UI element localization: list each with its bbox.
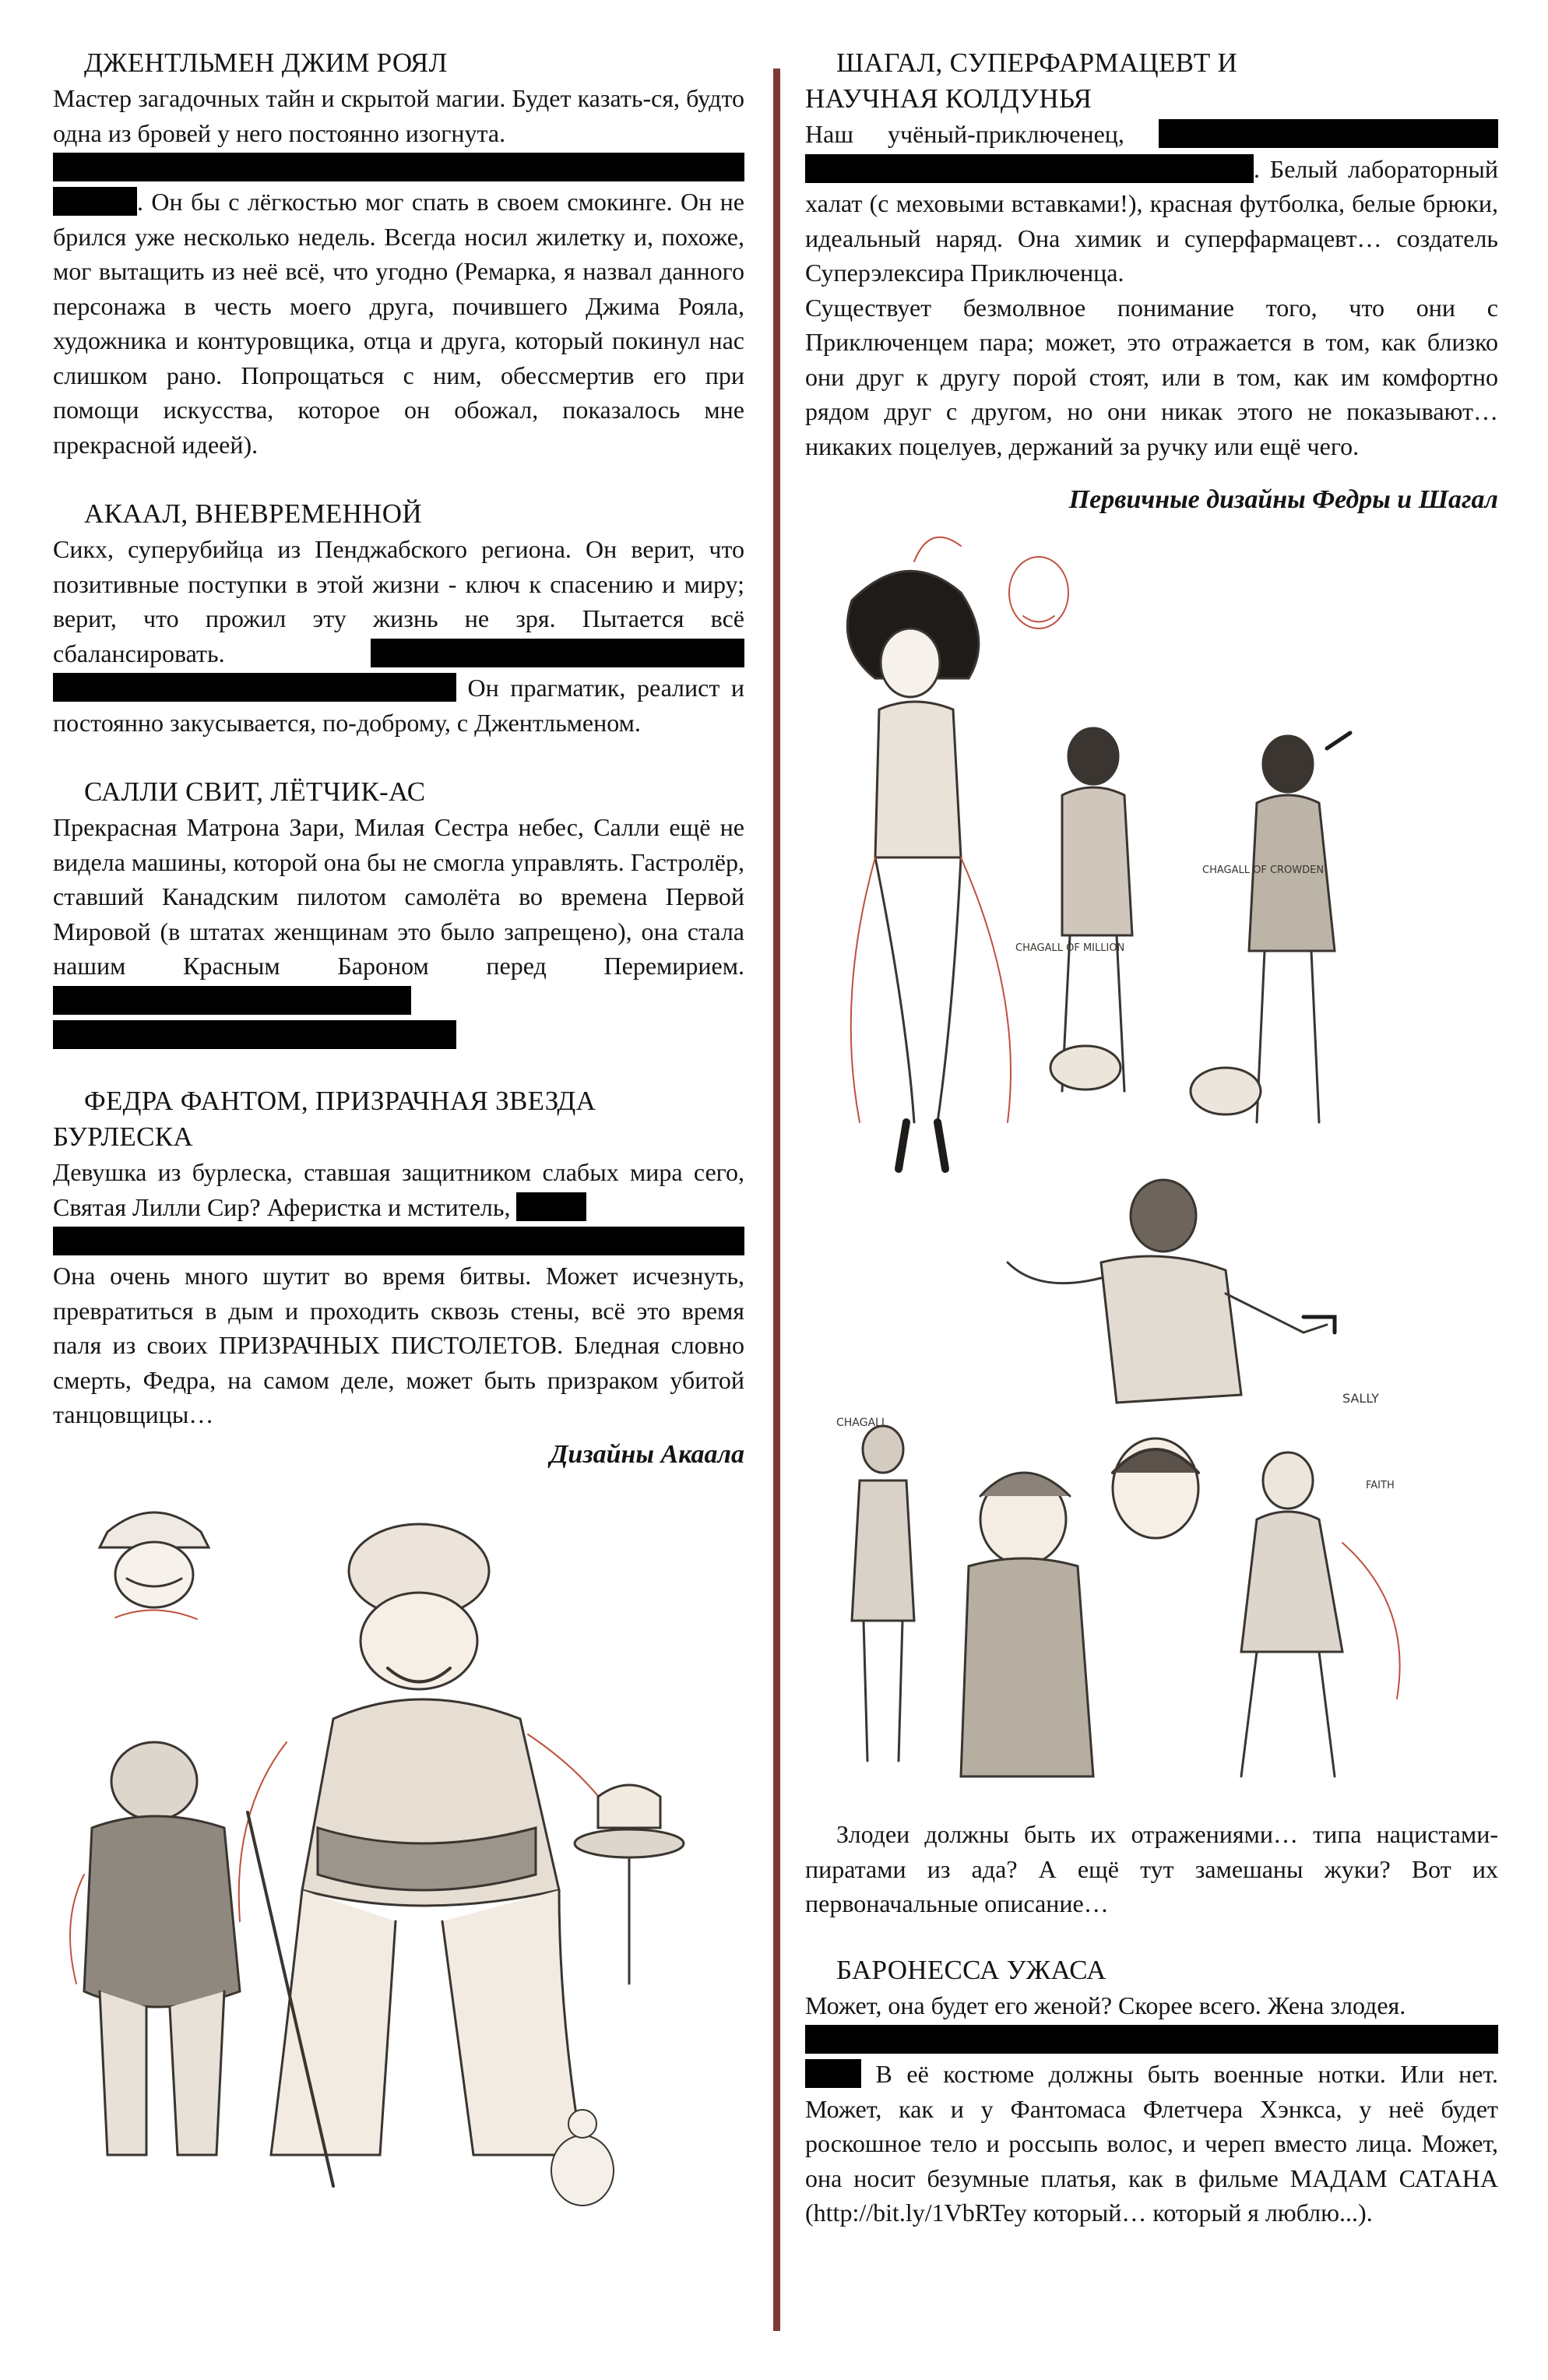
face-study <box>1009 557 1068 628</box>
section-body <box>53 1155 744 1432</box>
section-heading-cont: БУРЛЕСКА <box>53 1121 193 1152</box>
sketch-label: CHAGALL OF CROWDEN <box>1202 864 1325 876</box>
paragraph-text: Прекрасная Матрона Зари, Милая Сестра небес, Салли ещё не видела машины, которой она бы не смогла управлять. Гастролёр, ставший Канадским пилотом самолёта во времена Первой Мировой (в штатах женщинам это было запрещено), она стала нашим Красным Бароном перед Перемирием. <box>53 813 744 980</box>
section-heading: АКААЛ, ВНЕВРЕМЕННОЙ <box>84 498 422 529</box>
sketch-figures <box>53 1485 744 2233</box>
redaction-bar <box>805 2059 861 2088</box>
paragraph-text: Девушка из бурлеска, ставшая защитником слабых мира сего, Святая Лилли Сир? Аферистка и мститель, <box>53 1158 744 1221</box>
redaction-bar <box>805 2025 1498 2054</box>
burlesque-figure <box>847 537 1011 1169</box>
villains-intro <box>805 1817 1498 1921</box>
paragraph-text: В её костюме должны быть военные нотки. Или нет. Может, как и у Фантомаса Флетчера Хэнкса, у неё будет роскошное тело и россыпь волос, и череп вместо лица. Может, она носит безумные платья, как в фильме МАДАМ САТАНА (http://bit.ly/1VbRTey который… который я люблю...). <box>805 2060 1499 2227</box>
paragraph-text: Она очень много шутит во время битвы. Может исчезнуть, превратиться в дым и проходить сквозь стены, всё это время паля из своих ПРИЗРАЧНЫХ ПИСТОЛЕТОВ. Бледная словно смерть, Федра, на самом деле, может быть призраком убитой танцовщицы… <box>53 1262 744 1428</box>
paragraph-text: Наш учёный-приключенец, <box>805 120 1124 148</box>
section-body <box>53 810 744 1049</box>
paragraph-text: Может, она будет его женой? Скорее всего. Жена злодея. <box>805 1991 1406 2019</box>
section-heading-cont: НАУЧНАЯ КОЛДУНЬЯ <box>805 83 1092 114</box>
sketch-label: FAITH <box>1366 1480 1395 1491</box>
paragraph-text: Злодеи должны быть их отражениями… типа нацистами-пиратами из ада? А ещё тут замешаны жуки? Вот их первоначальные описание… <box>805 1820 1498 1917</box>
sally-pilot-figure <box>1008 1180 1379 1406</box>
section-baroness <box>805 1952 1498 2230</box>
redaction-bar <box>53 153 744 181</box>
paragraph-text: Существует безмолвное понимание того, что они с Приключенцем пара; может, это отражается в том, как близко они друг к другу порой стоят, или в том, как им комфортно рядом друг с другом, но они никак этого не показывают… никаких поцелуев, держаний за ручку или ещё чего. <box>805 293 1498 460</box>
section-heading: БАРОНЕССА УЖАСА <box>836 1954 1106 1985</box>
section-phaedra-phantom <box>53 1083 744 1432</box>
paragraph-text: Мастер загадочных тайн и скрытой магии. Будет казать-ся, будто одна из бровей у него постоянно изогнута. <box>53 84 744 147</box>
section-akaal <box>53 496 744 740</box>
redaction-bar <box>371 639 744 667</box>
head-study <box>100 1512 209 1619</box>
redaction-bar <box>516 1192 586 1221</box>
section-gentleman-jim <box>53 45 744 462</box>
redaction-bar <box>805 154 1254 183</box>
chagall-figure-2 <box>1191 733 1350 1122</box>
sketch-label: SALLY <box>1342 1391 1379 1406</box>
section-sally-sweet <box>53 774 744 1049</box>
section-heading: ДЖЕНТЛЬМЕН ДЖИМ РОЯЛ <box>84 48 448 78</box>
redaction-bar <box>53 1227 744 1255</box>
paragraph-text: . Он бы с лёгкостью мог спать в своем смокинге. Он не брился уже несколько недель. Всегда носил жилетку и, похоже, мог вытащить из неё всё, что угодно (Ремарка, я назвал данного персонажа в честь моего друга, почившего Джима Рояла, художника и контуровщика, отца и друга, который покинул нас слишком рано. Попрощаться с ним, обессмертив его при помощи искусства, которое он обожал, показалось мне прекрасной идеей). <box>53 188 744 459</box>
redaction-bar <box>53 986 411 1015</box>
section-body <box>53 532 744 740</box>
section-heading: ФЕДРА ФАНТОМ, ПРИЗРАЧНАЯ ЗВЕЗДА <box>84 1086 596 1116</box>
left-column <box>53 45 744 2233</box>
redaction-bar <box>53 673 456 702</box>
right-column <box>805 45 1498 2265</box>
sketch-label: CHAGALL OF MILLION <box>1015 942 1125 954</box>
figure-caption: Дизайны Акаала <box>550 1439 744 1469</box>
phaedra-chagall-sketches <box>805 530 1498 1808</box>
sketch-figures <box>805 530 1498 1808</box>
section-heading: ШАГАЛ, СУПЕРФАРМАЦЕВТ И <box>836 48 1238 78</box>
section-heading: САЛЛИ СВИТ, ЛЁТЧИК-АС <box>84 776 426 807</box>
paragraph-text: . Белый лабораторный халат (с меховыми вставками!), красная футболка, белые брюки, идеальный наряд. Она химик и суперфармацевт… создатель Суперэлексира Приключенца. <box>805 154 1498 287</box>
redaction-bar <box>1159 119 1498 148</box>
section-chagall <box>805 45 1498 463</box>
redaction-bar <box>53 187 137 216</box>
section-body <box>53 81 744 462</box>
paragraph-text: Он прагматик, реалист и постоянно закусывается, по-доброму, с Джентльменом. <box>53 674 744 737</box>
figure-caption: Первичные дизайны Федры и Шагал <box>1068 485 1498 514</box>
stout-figure <box>70 1742 240 2155</box>
section-body <box>805 1988 1498 2230</box>
sketch-label: CHAGALL <box>836 1417 888 1429</box>
paragraph-text: Сикх, суперубийца из Пенджабского региона. Он верит, что позитивные поступки в этой жизни - ключ к спасению и миру; верит, что прожил эту жизнь не зря. Пытается всё сбалансировать. <box>53 535 744 667</box>
column-divider <box>773 69 780 2331</box>
akaal-sketch-illustration <box>53 1485 744 2233</box>
chagall-figure-1 <box>1015 728 1132 1091</box>
large-figure <box>239 1524 684 2186</box>
three-figures-group <box>836 1417 1400 1776</box>
section-body <box>805 117 1498 463</box>
redaction-bar <box>53 1020 456 1049</box>
